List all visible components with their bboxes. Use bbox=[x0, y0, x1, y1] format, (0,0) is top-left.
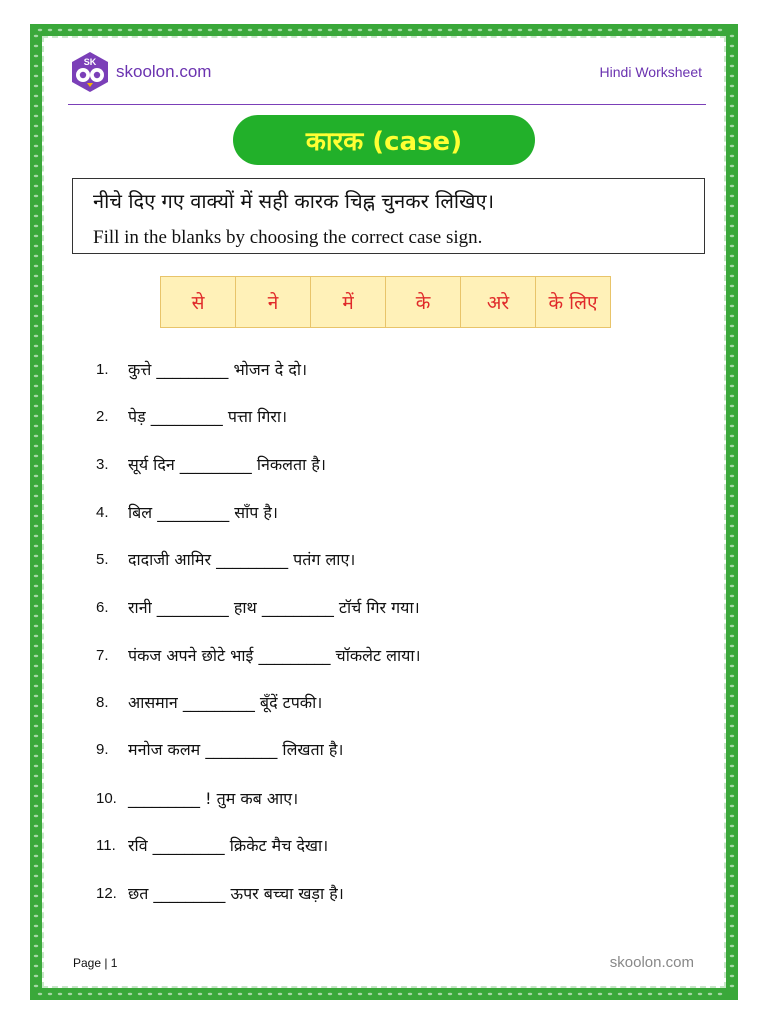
question-item bbox=[96, 784, 298, 812]
footer-site[interactable]: skoolon.com bbox=[609, 954, 694, 971]
question-number: 10. bbox=[96, 789, 117, 807]
question-item bbox=[96, 735, 343, 763]
case-sign: ने bbox=[235, 277, 310, 327]
owl-logo-icon bbox=[68, 50, 112, 94]
question-number: 2. bbox=[96, 407, 109, 425]
question-item bbox=[96, 545, 355, 573]
question-number: 5. bbox=[96, 550, 109, 568]
question-item bbox=[96, 355, 307, 383]
case-sign: के लिए bbox=[535, 277, 610, 327]
question-text: बिल _________ साँप है। bbox=[128, 503, 278, 522]
question-text: मनोज कलम _________ लिखता है। bbox=[128, 740, 344, 759]
instruction-hindi: नीचे दिए गए वाक्यों में सही कारक चिह्न चुनकर लिखिए। bbox=[93, 189, 495, 213]
page-number: Page | 1 bbox=[73, 956, 118, 970]
question-text: पेड़ _________ पत्ता गिरा। bbox=[128, 407, 288, 426]
question-text: पंकज अपने छोटे भाई _________ चॉकलेट लाया। bbox=[128, 646, 421, 665]
question-text: रवि _________ क्रिकेट मैच देखा। bbox=[128, 836, 329, 855]
question-number: 3. bbox=[96, 455, 109, 473]
logo-text: skoolon.com bbox=[116, 62, 212, 81]
question-text: दादाजी आमिर _________ पतंग लाए। bbox=[128, 550, 356, 569]
question-number: 6. bbox=[96, 598, 109, 616]
question-number: 11. bbox=[96, 836, 116, 854]
question-item bbox=[96, 641, 421, 669]
skoolon-logo[interactable] bbox=[68, 50, 211, 94]
instructions-box bbox=[72, 178, 705, 254]
question-text: कुत्ते _________ भोजन दे दो। bbox=[128, 360, 308, 379]
question-item bbox=[96, 688, 322, 716]
question-text: रानी _________ हाथ _________ टॉर्च गिर गया। bbox=[128, 598, 420, 617]
question-number: 8. bbox=[96, 693, 109, 711]
question-text: _________ ! तुम कब आए। bbox=[128, 789, 299, 808]
case-sign: में bbox=[310, 277, 385, 327]
case-sign: के bbox=[385, 277, 460, 327]
instruction-english: Fill in the blanks by choosing the correct case sign. bbox=[93, 227, 483, 248]
question-item bbox=[96, 831, 328, 859]
question-item bbox=[96, 498, 278, 526]
question-item bbox=[96, 450, 326, 478]
question-text: छत _________ ऊपर बच्चा खड़ा है। bbox=[128, 884, 344, 903]
question-number: 1. bbox=[96, 360, 109, 378]
question-number: 7. bbox=[96, 646, 109, 664]
worksheet-title: कारक (case) bbox=[233, 115, 535, 165]
question-number: 12. bbox=[96, 884, 117, 902]
question-item bbox=[96, 879, 344, 907]
question-item bbox=[96, 593, 420, 621]
question-number: 9. bbox=[96, 740, 109, 758]
case-signs-table bbox=[160, 276, 611, 328]
question-text: सूर्य दिन _________ निकलता है। bbox=[128, 455, 326, 474]
page-header bbox=[68, 50, 706, 105]
case-sign: अरे bbox=[460, 277, 535, 327]
logo-monogram: SK bbox=[83, 57, 97, 67]
question-text: आसमान _________ बूँदें टपकी। bbox=[128, 693, 323, 712]
worksheet-tag: Hindi Worksheet bbox=[599, 64, 702, 80]
case-sign: से bbox=[161, 277, 235, 327]
question-item bbox=[96, 402, 287, 430]
question-number: 4. bbox=[96, 503, 109, 521]
